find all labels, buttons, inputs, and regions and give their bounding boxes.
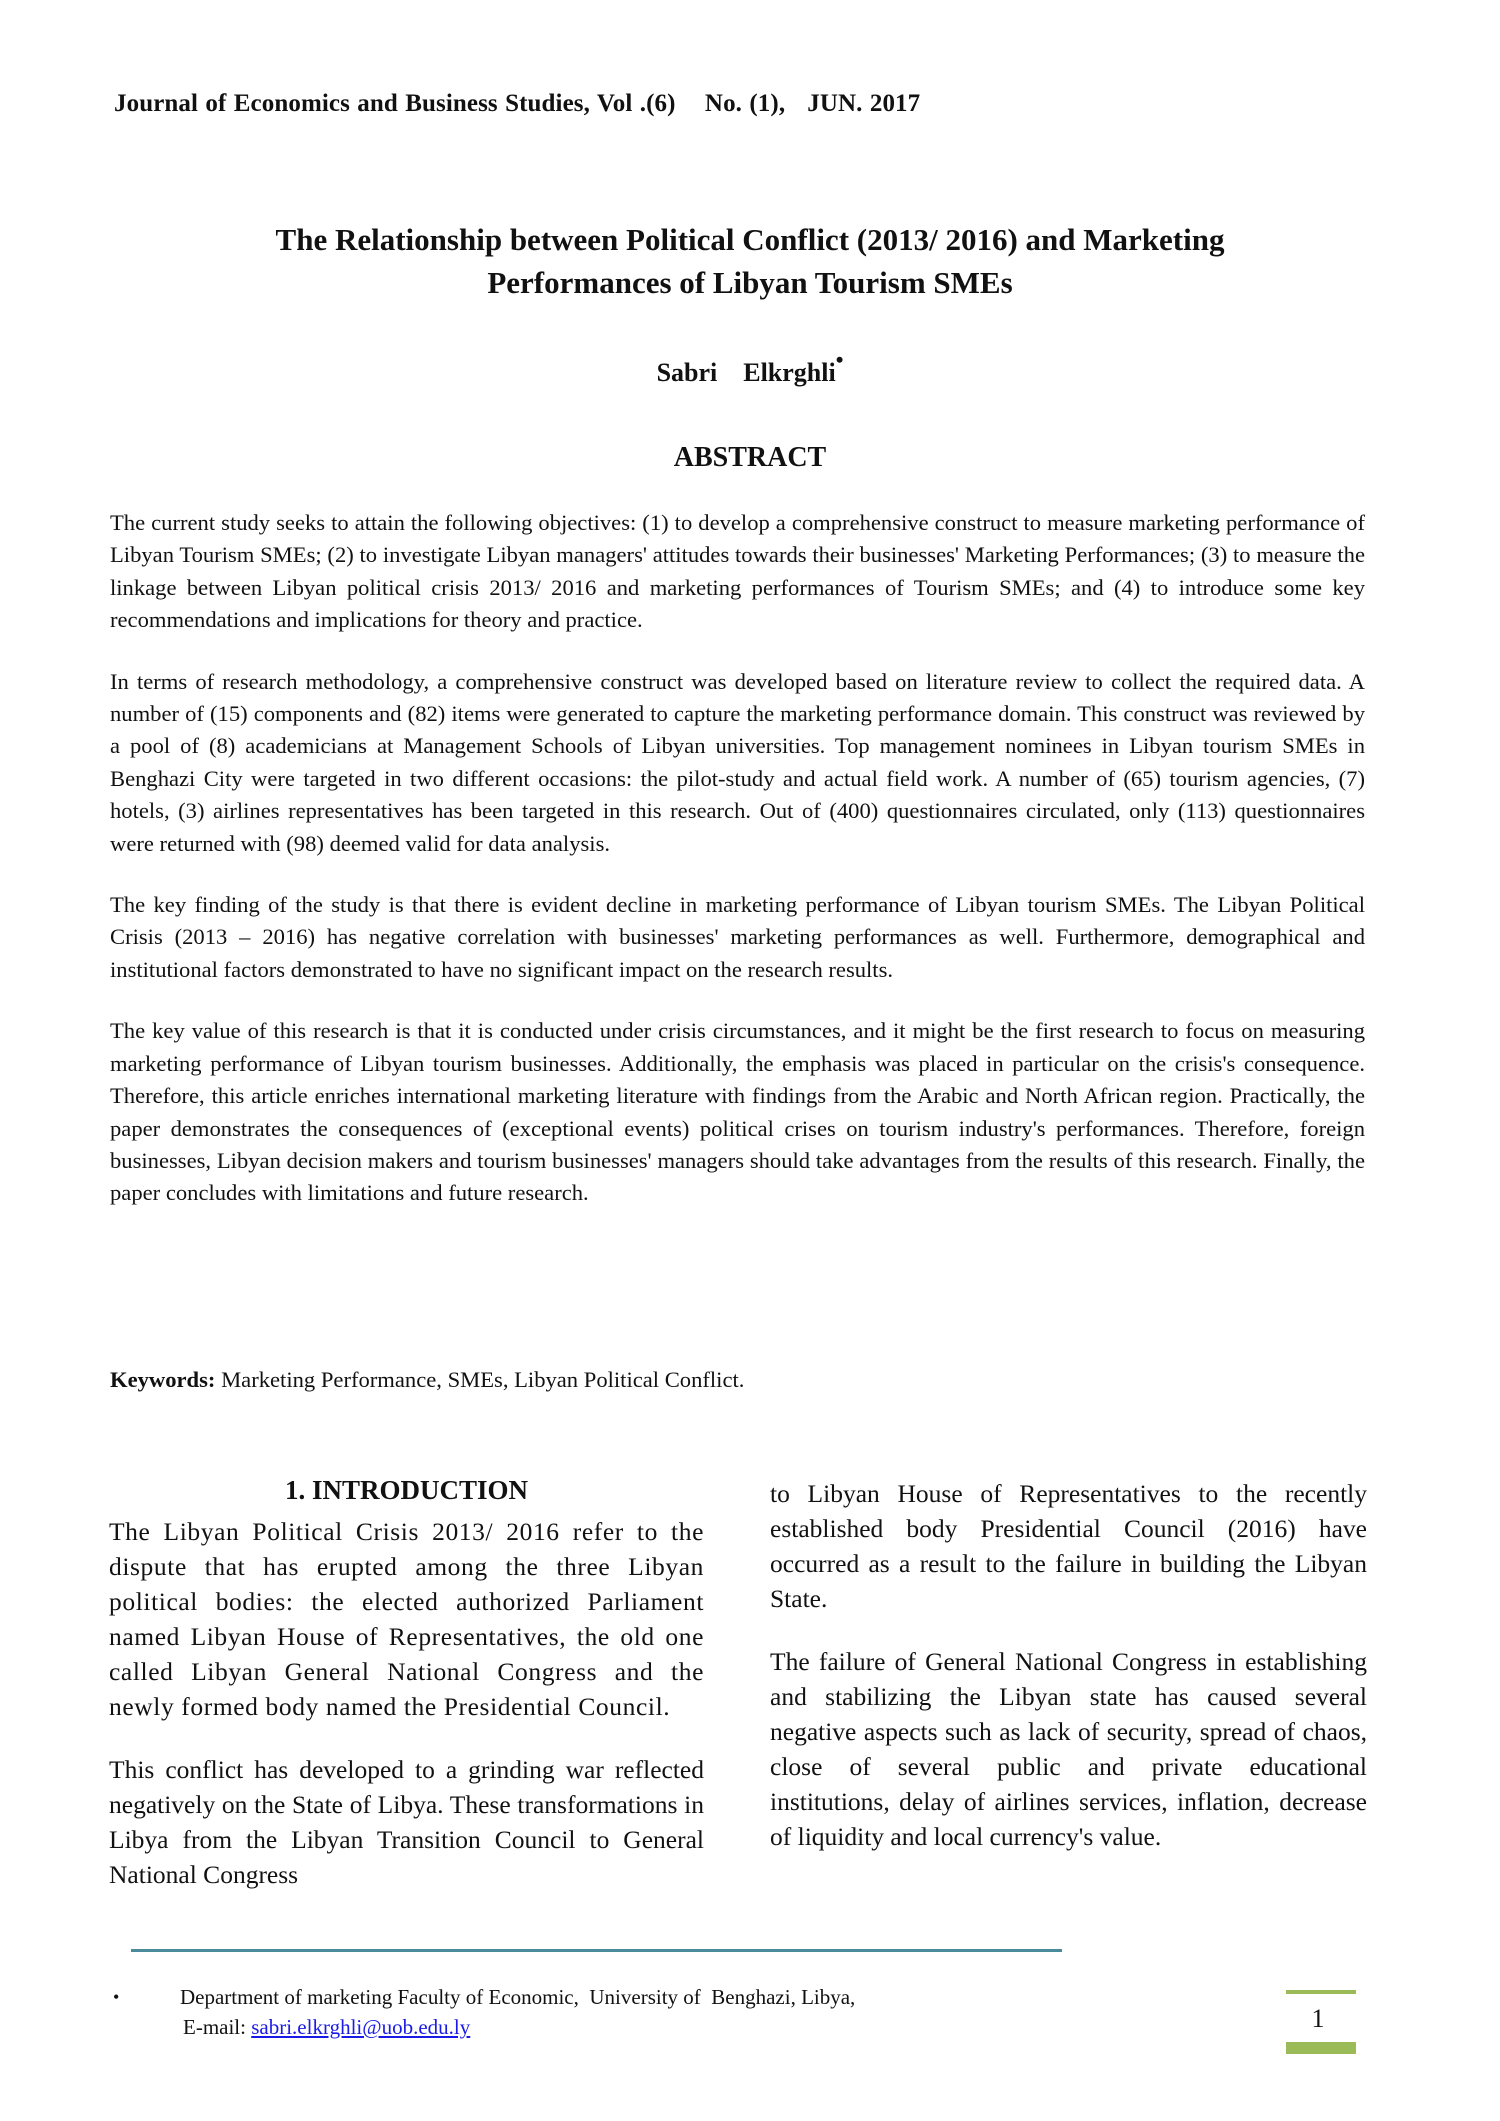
page-number-bottom-bar (1286, 2042, 1356, 2054)
abstract-heading: ABSTRACT (673, 442, 827, 473)
author-name: Sabri Elkrghli (656, 358, 836, 387)
email-label: E-mail: (183, 2015, 252, 2039)
paper-title-line-2: Performances of Libyan Tourism SMEs (487, 265, 1013, 300)
introduction-left-column (109, 1472, 704, 1920)
author-affiliation: Department of marketing Faculty of Economic, University of Benghazi, Libya, (180, 1985, 856, 2009)
paper-title-line-1: The Relationship between Political Conflict (2013/ 2016) and Marketing (275, 222, 1225, 257)
bullet-icon: • (113, 1987, 120, 2007)
footnote-divider (131, 1949, 1062, 1952)
page-number-top-bar (1286, 1990, 1356, 1994)
author-email-link[interactable]: sabri.elkrghli@uob.edu.ly (251, 2015, 471, 2039)
introduction-paragraph: This conflict has developed to a grinding war reflected negatively on the State of Libya. These transformations in Libya from the Libyan Transition Council to General National Congress (109, 1755, 704, 1889)
introduction-paragraph: The failure of General National Congress in establishing and stabilizing the Libyan state has caused several negative aspects such as lack of security, spread of chaos, close of several public and private educational institutions, delay of airlines services, inflation, decrease of liquidity and local currency's value. (770, 1647, 1367, 1851)
author-byline (0, 347, 1500, 388)
abstract-body (110, 507, 1365, 1239)
paper-title (150, 218, 1350, 304)
author-footnote (113, 1982, 855, 2042)
page-number: 1 (1311, 2004, 1325, 2033)
keywords-label: Keywords: (110, 1367, 216, 1392)
abstract-paragraph-value: The key value of this research is that it is conducted under crisis circumstances, and it might be the first research to focus on measuring marketing performance of Libyan tourism businesses. Additionally, the emphasis was placed in particular on the crisis's consequence. Therefore, this article enriches international marketing literature with findings from the Arabic and North African region. Practically, the paper demonstrates the consequences of (exceptional events) political crises on tourism industry's performances. Therefore, foreign businesses, Libyan decision makers and tourism businesses' managers should take advantages from the results of this research. Finally, the paper concludes with limitations and future research. (110, 1018, 1365, 1206)
introduction-paragraph: The Libyan Political Crisis 2013/ 2016 refer to the dispute that has erupted among the three Libyan political bodies: the elected authorized Parliament named Libyan House of Representatives, the old one called Libyan General National Congress and the newly formed body named the Presidential Council. (109, 1517, 704, 1721)
abstract-paragraph-objectives: The current study seeks to attain the following objectives: (1) to develop a comprehensive construct to measure marketing performance of Libyan Tourism SMEs; (2) to investigate Libyan managers' attitudes towards their businesses' Marketing Performances; (3) to measure the linkage between Libyan political crisis 2013/ 2016 and marketing performances of Tourism SMEs; and (4) to introduce some key recommendations and implications for theory and practice. (110, 510, 1365, 633)
author-footnote-marker: • (835, 347, 844, 372)
introduction-right-column (770, 1476, 1367, 1882)
introduction-paragraph: to Libyan House of Representatives to the recently established body Presidential Council (2016) have occurred as a result to the failure in building the Libyan State. (770, 1479, 1367, 1613)
abstract-paragraph-methodology: In terms of research methodology, a comprehensive construct was developed based on literature review to collect the required data. A number of (15) components and (82) items were generated to capture the marketing performance domain. This construct was reviewed by a pool of (8) academicians at Management Schools of Libyan universities. Top management nominees in Libyan tourism SMEs in Benghazi City were targeted in two different occasions: the pilot-study and actual field work. A number of (65) tourism agencies, (7) hotels, (3) airlines representatives has been targeted in this research. Out of (400) questionnaires circulated, only (113) questionnaires were returned with (98) deemed valid for data analysis. (110, 668, 1365, 856)
page-number-block (1278, 1990, 1358, 2054)
keywords-value: Marketing Performance, SMEs, Libyan Political Conflict. (215, 1367, 745, 1392)
section-heading-introduction: 1. INTRODUCTION (284, 1475, 529, 1505)
author-email-line (183, 2012, 855, 2042)
journal-running-header: Journal of Economics and Business Studies, Vol .(6) No. (1), JUN. 2017 (114, 90, 921, 117)
keywords (110, 1367, 744, 1393)
abstract-paragraph-findings: The key finding of the study is that there is evident decline in marketing performance of Libyan tourism SMEs. The Libyan Political Crisis (2013 – 2016) has negative correlation with businesses' marketing performances as well. Furthermore, demographical and institutional factors demonstrated to have no significant impact on the research results. (110, 892, 1365, 982)
